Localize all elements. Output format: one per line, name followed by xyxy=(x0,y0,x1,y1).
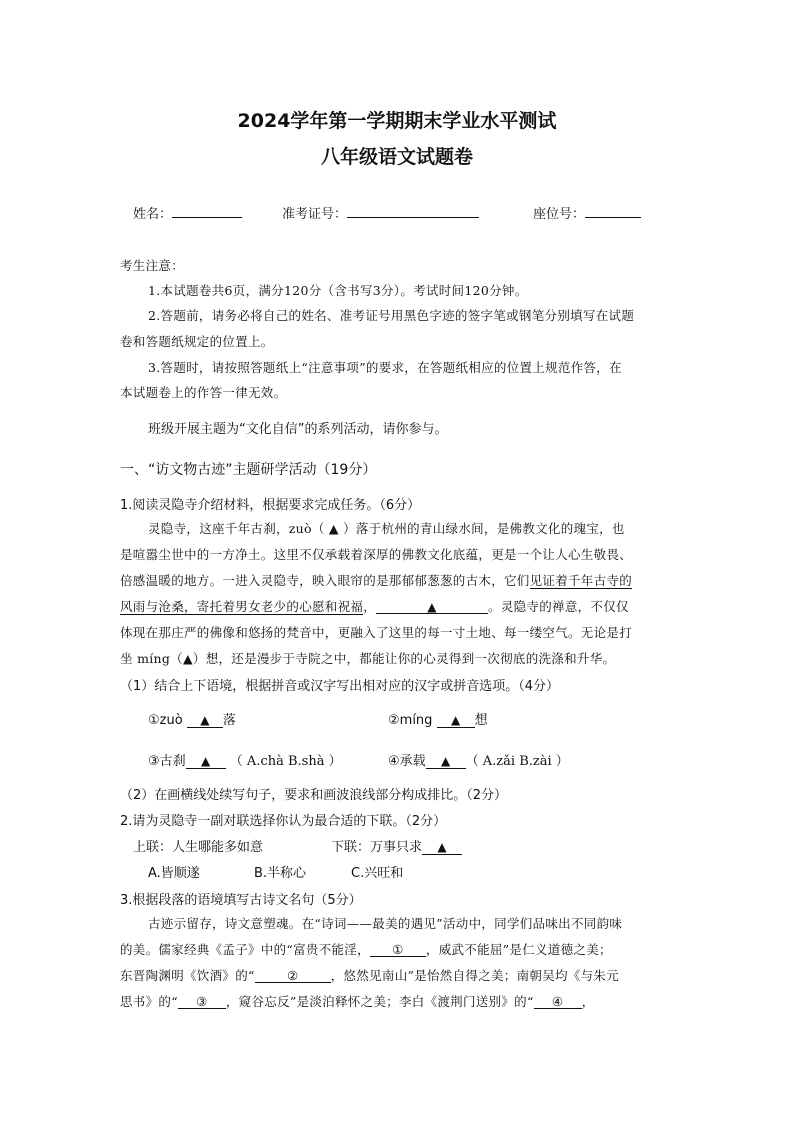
poem-passage-line-3-tail: ，悠然见南山”是怡然自得之美；南朝吴均《与朱元 xyxy=(330,968,619,983)
poem-passage-line-2 xyxy=(120,940,680,958)
item-gucha-label: ③古刹 xyxy=(148,754,186,769)
blank-number-3: ③ xyxy=(196,994,208,1009)
wavy-underlined-text-cont: 风雨与沧桑，寄托着男女老少的心愿和祝福 xyxy=(120,599,364,614)
sub-question-1: （1）结合上下语境，根据拼音或汉字写出相对应的汉字或拼音选项。（4分） xyxy=(120,679,560,694)
item-ming-label: ②míng xyxy=(388,713,433,728)
poem-passage-line-3 xyxy=(120,966,680,984)
answer-triangle: ▲ xyxy=(427,600,437,614)
ticket-number-field[interactable] xyxy=(282,203,479,222)
question-2-heading: 2.请为灵隐寺一副对联选择你认为最合适的下联。（2分） xyxy=(120,814,447,829)
notice-item-2: 2.答题前，请务必将自己的姓名、准考证号用黑色字迹的签字笔或钢笔分别填写在试题 xyxy=(148,308,635,323)
poem-blank-4[interactable] xyxy=(534,994,582,1009)
couplet-lower xyxy=(331,836,462,855)
notice-item-3: 3.答题时，请按照答题纸上“注意事项”的要求，在答题纸相应的位置上规范作答，在 xyxy=(148,360,622,375)
seat-number-blank[interactable] xyxy=(585,203,641,218)
option-b[interactable]: B.半称心 xyxy=(254,866,307,881)
item-gucha-options: （ A.chà B.shà ） xyxy=(229,754,342,769)
exam-subtitle: 八年级语文试题卷 xyxy=(320,146,473,168)
answer-triangle: ▲ xyxy=(450,713,461,727)
poem-passage-line-4-text: 思书》的“ xyxy=(120,994,178,1009)
couplet-upper: 上联：人生哪能多如意 xyxy=(133,840,264,855)
notice-item-1: 1.本试题卷共6页，满分120分（含书写3分）。考试时间120分钟。 xyxy=(148,283,528,298)
option-c[interactable]: C.兴旺和 xyxy=(351,866,404,881)
answer-triangle: ▲ xyxy=(201,754,211,768)
couplet-lower-blank[interactable] xyxy=(422,840,462,855)
item-zuo-label: ①zuò xyxy=(148,713,183,728)
poem-passage-line-4 xyxy=(120,992,680,1010)
passage-line-6: 坐 míng（▲）想，还是漫步于寺院之中，都能让你的心灵得到一次彻底的洗涤和升华。 xyxy=(120,651,616,666)
passage-line-4-tail: 。灵隐寺的禅意，不仅仅 xyxy=(488,599,629,614)
exam-title: 2024学年第一学期期末学业水平测试 xyxy=(237,110,557,132)
item-ming-tail: 想 xyxy=(474,713,488,728)
question-1-heading: 1.阅读灵隐寺介绍材料，根据要求完成任务。（6分） xyxy=(120,498,421,513)
continuation-blank[interactable] xyxy=(376,599,488,614)
couplet-lower-text: 下联：万事只求 xyxy=(331,840,423,855)
passage-line-1: 灵隐寺，这座千年古刹，zuò（ ▲ ）落于杭州的青山绿水间，是佛教文化的瑰宝，也 xyxy=(148,521,625,536)
comma: ， xyxy=(363,599,377,614)
notice-item-3-cont: 本试题卷上的作答一律无效。 xyxy=(120,385,287,400)
poem-passage-line-4-mid: ，窥谷忘反”是淡泊释怀之美；李白《渡荆门送别》的“ xyxy=(225,994,534,1009)
passage-line-3-text: 倍感温暖的地方。一进入灵隐寺，映入眼帘的是那郁郁葱葱的古木，它们 xyxy=(120,573,530,588)
item-gucha xyxy=(148,750,342,769)
poem-passage-line-1: 古迹示留存，诗文意塑魂。在“诗词——最美的遇见”活动中，同学们品味出不同韵味 xyxy=(148,916,623,931)
item-chengzai xyxy=(388,750,569,769)
answer-triangle: ▲ xyxy=(200,713,210,727)
answer-triangle: ▲ xyxy=(437,840,447,854)
poem-blank-3[interactable] xyxy=(178,994,226,1009)
seat-number-field[interactable] xyxy=(533,203,641,222)
section-1-heading: 一、“访文物古迹”主题研学活动（19分） xyxy=(120,462,377,478)
item-chengzai-blank[interactable] xyxy=(426,754,466,769)
item-gucha-blank[interactable] xyxy=(186,754,226,769)
name-blank[interactable] xyxy=(172,203,242,218)
question-3-heading: 3.根据段落的语境填写古诗文名句（5分） xyxy=(120,893,362,908)
passage-line-2: 是喧嚣尘世中的一方净土。这里不仅承载着深厚的佛教文化底蕴，更是一个让人心生敬畏、 xyxy=(120,547,633,562)
poem-blank-1[interactable] xyxy=(370,942,426,957)
item-chengzai-label: ④承载 xyxy=(388,754,426,769)
passage-line-5: 体现在那庄严的佛像和悠扬的梵音中，更融入了这里的每一寸土地、每一缕空气。无论是打 xyxy=(120,625,633,640)
passage-line-4 xyxy=(120,597,680,615)
blank-number-2: ② xyxy=(286,968,299,983)
ticket-number-blank[interactable] xyxy=(347,203,479,218)
notice-heading: 考生注意： xyxy=(120,258,185,273)
name-field[interactable] xyxy=(133,203,242,222)
seat-number-label: 座位号： xyxy=(533,207,586,222)
intro-text: 班级开展主题为“文化自信”的系列活动，请你参与。 xyxy=(148,422,448,437)
item-zuo xyxy=(148,709,236,728)
passage-line-3 xyxy=(120,571,680,589)
option-a[interactable]: A.皆顺遂 xyxy=(148,866,200,881)
answer-triangle: ▲ xyxy=(441,754,451,768)
item-ming-blank[interactable] xyxy=(437,713,475,728)
poem-passage-line-4-tail: ， xyxy=(581,994,595,1009)
wavy-underlined-text: 见证着千年古寺的 xyxy=(529,573,633,588)
name-label: 姓名： xyxy=(133,207,173,222)
ticket-number-label: 准考证号： xyxy=(282,207,348,222)
blank-number-4: ④ xyxy=(551,994,564,1009)
poem-passage-line-2-text: 的美。儒家经典《孟子》中的“富贵不能淫， xyxy=(120,942,370,957)
notice-item-2-cont: 卷和答题纸规定的位置上。 xyxy=(120,334,274,349)
item-chengzai-options: （ A.zǎi B.zài ） xyxy=(465,754,569,769)
sub-question-2: （2）在画横线处续写句子，要求和画波浪线部分构成排比。（2分） xyxy=(120,788,508,803)
blank-number-1: ① xyxy=(392,942,404,957)
item-ming xyxy=(388,709,488,728)
poem-blank-2[interactable] xyxy=(255,968,331,983)
item-zuo-tail: 落 xyxy=(222,713,236,728)
poem-passage-line-2-tail: ，威武不能屈”是仁义道德之美； xyxy=(425,942,612,957)
poem-passage-line-3-text: 东晋陶渊明《饮酒》的“ xyxy=(120,968,255,983)
item-zuo-blank[interactable] xyxy=(187,713,223,728)
